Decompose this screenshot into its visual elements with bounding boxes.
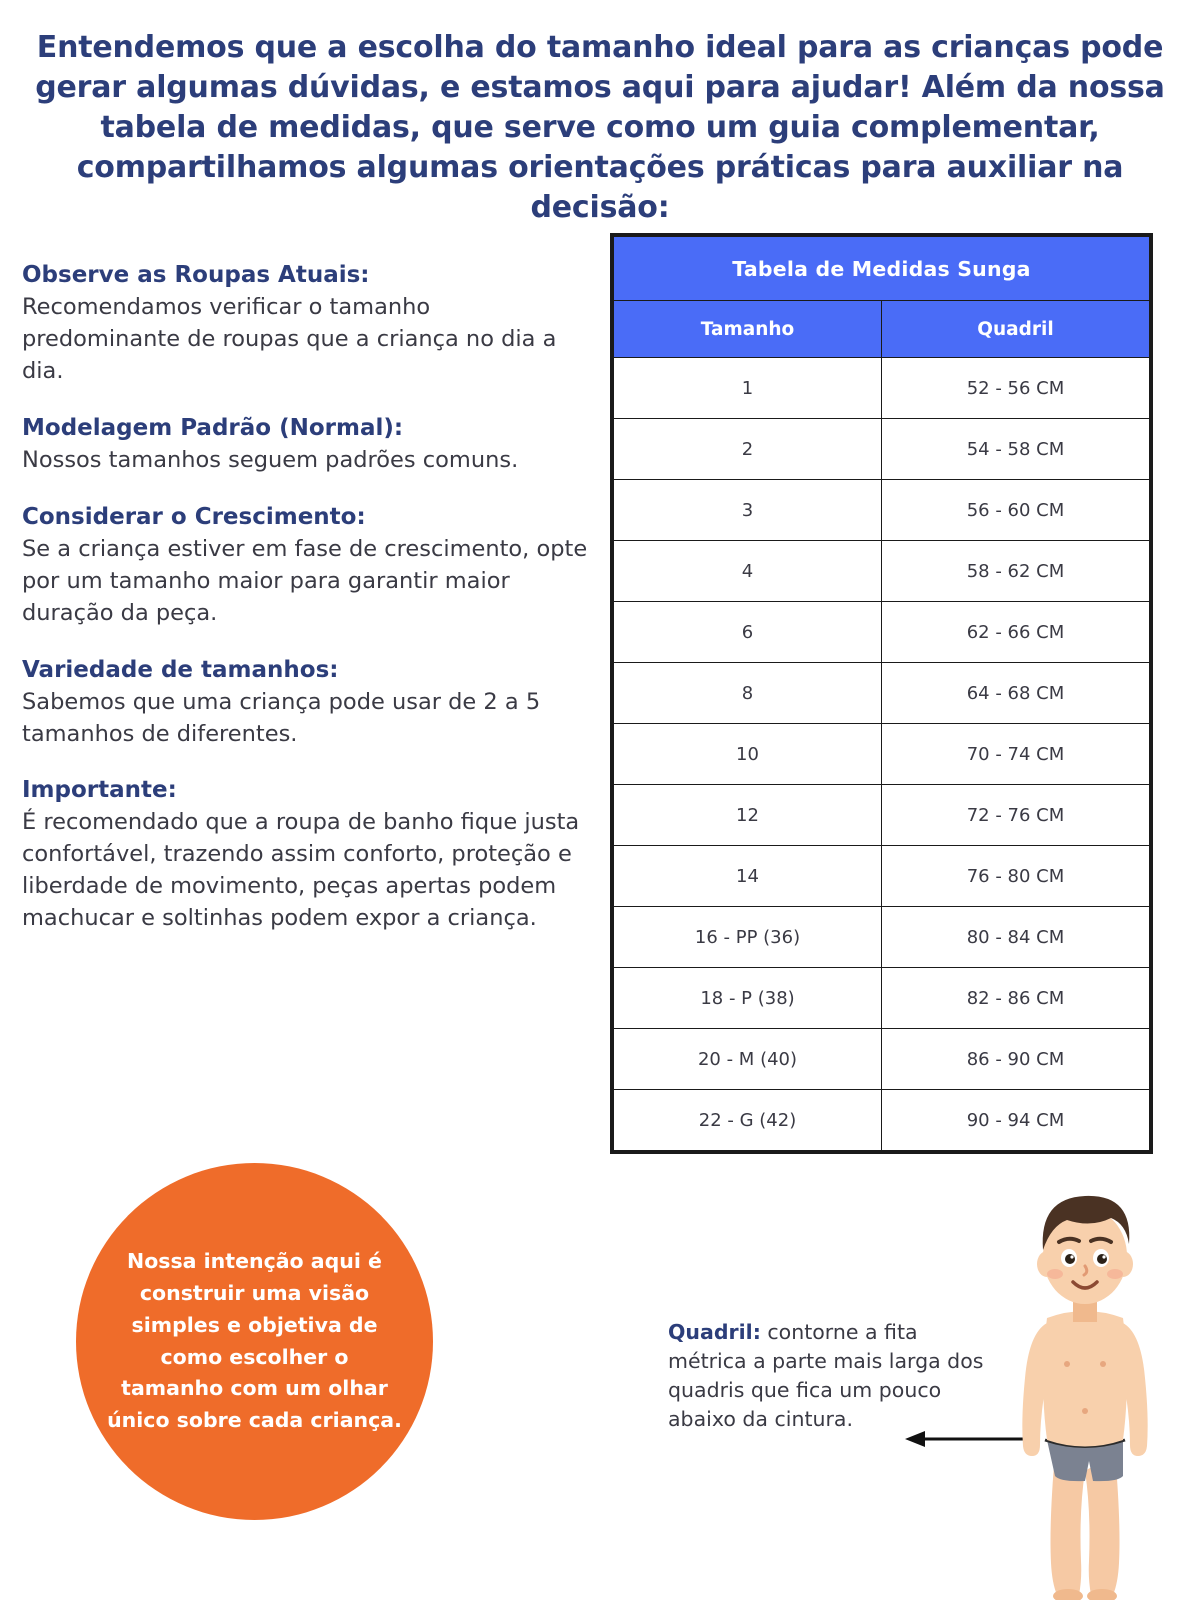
tip-title: Importante: [22,777,177,804]
cell-tamanho: 14 [614,846,882,907]
table-header-row [614,301,1150,358]
cell-quadril: 56 - 60 CM [882,480,1150,541]
table-row [614,724,1150,785]
tip-item [22,657,592,751]
tip-title: Considerar o Crescimento: [22,503,366,530]
table-row [614,907,1150,968]
column-header-tamanho: Tamanho [614,301,882,358]
table-row [614,602,1150,663]
cell-quadril: 76 - 80 CM [882,846,1150,907]
tip-body: Recomendamos verificar o tamanho predominante de roupas que a criança no dia a dia. [22,294,557,384]
cell-quadril: 52 - 56 CM [882,358,1150,419]
tips-list [22,262,592,962]
cell-quadril: 86 - 90 CM [882,1029,1150,1090]
tip-body: Nossos tamanhos seguem padrões comuns. [22,446,519,473]
tip-item [22,777,592,935]
cell-tamanho: 1 [614,358,882,419]
cell-tamanho: 3 [614,480,882,541]
table-row [614,846,1150,907]
cell-quadril: 82 - 86 CM [882,968,1150,1029]
column-header-quadril: Quadril [882,301,1150,358]
cell-quadril: 62 - 66 CM [882,602,1150,663]
table-row [614,1090,1150,1151]
table-row [614,541,1150,602]
tip-title: Variedade de tamanhos: [22,656,339,683]
cell-quadril: 54 - 58 CM [882,419,1150,480]
quadril-note [668,1318,998,1434]
cell-tamanho: 18 - P (38) [614,968,882,1029]
tip-item [22,262,592,388]
size-table-container [610,233,1153,1154]
cell-tamanho: 4 [614,541,882,602]
cell-tamanho: 16 - PP (36) [614,907,882,968]
cell-quadril: 70 - 74 CM [882,724,1150,785]
size-table [613,236,1150,1151]
cell-tamanho: 12 [614,785,882,846]
table-row [614,1029,1150,1090]
cell-tamanho: 8 [614,663,882,724]
tip-body: Sabemos que uma criança pode usar de 2 a 5 tamanhos de diferentes. [22,688,541,747]
table-row [614,663,1150,724]
table-row [614,968,1150,1029]
cell-quadril: 90 - 94 CM [882,1090,1150,1151]
table-row [614,480,1150,541]
cell-tamanho: 10 [614,724,882,785]
boy-illustration [985,1168,1185,1600]
tip-body: É recomendado que a roupa de banho fique justa confortável, trazendo assim conforto, proteção e liberdade de movimento, peças apertas podem machucar e soltinhas podem expor a criança. [22,809,580,932]
cell-quadril: 80 - 84 CM [882,907,1150,968]
quadril-note-label: Quadril: [668,1320,761,1344]
cell-quadril: 72 - 76 CM [882,785,1150,846]
table-title: Tabela de Medidas Sunga [614,237,1150,301]
cell-quadril: 64 - 68 CM [882,663,1150,724]
cell-tamanho: 22 - G (42) [614,1090,882,1151]
table-row [614,785,1150,846]
tip-title: Modelagem Padrão (Normal): [22,414,404,441]
cell-quadril: 58 - 62 CM [882,541,1150,602]
tip-item [22,504,592,630]
table-row [614,419,1150,480]
quadril-note-text: contorne a fita métrica a parte mais larga dos quadris que fica um pouco abaixo da cintura. [668,1320,984,1432]
table-row [614,358,1150,419]
table-title-row [614,237,1150,301]
tip-body: Se a criança estiver em fase de crescimento, opte por um tamanho maior para garantir maior duração da peça. [22,535,588,626]
page-title: Entendemos que a escolha do tamanho ideal para as crianças pode gerar algumas dúvidas, e estamos aqui para ajudar! Além da nossa tabela de medidas, que serve como um guia complementar, compartilhamos algumas orientações práticas para auxiliar na decisão: [35,30,1165,225]
cell-tamanho: 6 [614,602,882,663]
cell-tamanho: 2 [614,419,882,480]
intention-callout [76,1163,433,1520]
tip-item [22,415,592,477]
cell-tamanho: 20 - M (40) [614,1029,882,1090]
tip-title: Observe as Roupas Atuais: [22,262,370,288]
intention-callout-text: Nossa intenção aqui é construir uma visão simples e objetiva de como escolher o tamanho com um olhar único sobre cada criança. [107,1249,402,1433]
